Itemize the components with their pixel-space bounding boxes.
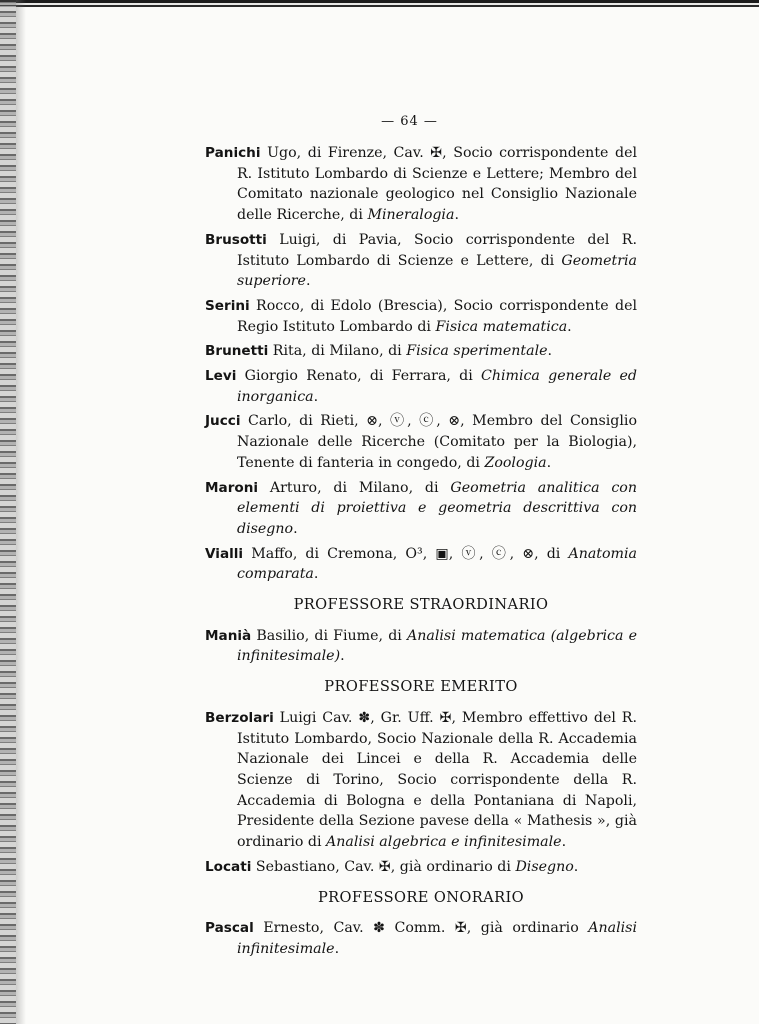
- faculty-name: Vialli: [205, 545, 244, 562]
- faculty-name: Panichi: [205, 145, 261, 161]
- faculty-entry: [205, 478, 637, 540]
- faculty-name: Brunetti: [205, 343, 269, 360]
- faculty-entry: [205, 626, 637, 667]
- faculty-description: Rita, di Milano, di: [268, 343, 407, 360]
- faculty-entry: [205, 366, 637, 407]
- entry-end: .: [547, 343, 553, 360]
- entry-end: .: [454, 207, 459, 224]
- faculty-name: Serini: [205, 297, 250, 314]
- entry-end: .: [305, 273, 311, 290]
- faculty-subject: Analisi infinitesimale: [237, 920, 637, 957]
- faculty-entry: [205, 143, 637, 226]
- faculty-subject: Anatomia comparata: [237, 545, 637, 583]
- faculty-name: Maroni: [205, 479, 259, 496]
- faculty-name: Pascal: [205, 920, 254, 937]
- faculty-subject: Analisi matematica (algebrica e infinitesimale): [237, 627, 638, 665]
- faculty-description: Giorgio Renato, di Ferrara, di: [236, 368, 481, 385]
- faculty-subject: Zoologia: [484, 454, 547, 471]
- faculty-list: [205, 143, 637, 964]
- entry-end: .: [293, 520, 298, 537]
- faculty-description: Maffo, di Cremona, O³, ▣, ⓥ, ⓒ, ⊗, di: [243, 545, 569, 562]
- entry-end: .: [313, 388, 319, 405]
- faculty-subject: Analisi algebrica e infinitesimale: [326, 834, 562, 851]
- faculty-description: Basilio, di Fiume, di: [251, 627, 407, 644]
- faculty-entry: [205, 411, 637, 473]
- faculty-entry: [205, 341, 637, 362]
- faculty-description: Carlo, di Rieti, ⊗, ⓥ, ⓒ, ⊗, Membro del Consiglio Nazionale delle Ricerche (Comitato per la Biologia), Tenente di fanteria in congedo, di: [237, 413, 637, 471]
- faculty-entry: [205, 857, 637, 878]
- faculty-entry: [205, 230, 637, 292]
- scanned-page-edge: [0, 0, 16, 1024]
- faculty-entry: [205, 918, 637, 959]
- faculty-subject: Geometria superiore: [237, 252, 637, 290]
- page-shadow: [16, 0, 26, 1024]
- honorary-professors-list: [205, 918, 637, 959]
- faculty-name: Jucci: [205, 413, 241, 430]
- page-number: — 64 —: [381, 114, 438, 129]
- entry-end: .: [313, 566, 319, 583]
- faculty-description: Rocco, di Edolo (Brescia), Socio corrispondente del Regio Istituto Lombardo di: [237, 297, 637, 335]
- faculty-name: Manià: [205, 627, 252, 644]
- top-border-rule: [0, 0, 759, 9]
- faculty-subject: Mineralogia: [367, 207, 455, 224]
- entry-end: .: [573, 858, 579, 875]
- faculty-description: Sebastiano, Cav. ✠, già ordinario di: [251, 858, 516, 875]
- entry-end: .: [334, 940, 340, 957]
- faculty-subject: Fisica matematica: [435, 318, 568, 335]
- extraordinary-professors-list: [205, 626, 637, 667]
- faculty-name: Berzolari: [205, 709, 274, 726]
- faculty-description: Luigi, di Pavia, Socio corrispondente del R. Istituto Lombardo di Scienze e Lettere, di: [237, 231, 637, 269]
- entry-end: .: [567, 318, 572, 335]
- heading-professore-straordinario: PROFESSORE STRAORDINARIO: [293, 596, 549, 614]
- faculty-entry: [205, 544, 637, 585]
- faculty-description: Arturo, di Milano, di: [258, 479, 451, 496]
- faculty-description: Ernesto, Cav. ✽ Comm. ✠, già ordinario: [253, 920, 589, 937]
- faculty-subject: Disegno: [515, 858, 574, 875]
- faculty-entry: [205, 708, 637, 853]
- heading-professore-emerito: PROFESSORE EMERITO: [324, 678, 518, 696]
- heading-professore-onorario: PROFESSORE ONORARIO: [317, 888, 525, 906]
- emeritus-professors-list: [205, 708, 637, 878]
- entry-end: .: [546, 454, 552, 471]
- faculty-name: Locati: [205, 858, 252, 875]
- entry-end: .: [561, 834, 567, 851]
- faculty-subject: Chimica generale ed inorganica: [237, 368, 637, 405]
- faculty-entry: [205, 296, 637, 337]
- faculty-subject: Geometria analitica con elementi di proiettiva e geometria descrittiva con disegno: [237, 479, 637, 537]
- ordinary-professors-list: [205, 143, 637, 585]
- entry-end: .: [340, 648, 345, 665]
- faculty-name: Levi: [205, 368, 237, 385]
- faculty-name: Brusotti: [205, 231, 267, 248]
- faculty-subject: Fisica sperimentale: [406, 343, 548, 360]
- faculty-description: Luigi Cav. ✽, Gr. Uff. ✠, Membro effettivo del R. Istituto Lombardo, Socio Nazionale della R. Accademia Nazionale dei Lincei e della R. Accademia delle Scienze di Torino, Socio corrispondente della R. Accademia di Bologna e della Pontaniana di Napoli, Presidente della Sezione pavese della « Mathesis », già ordinario di: [237, 709, 637, 851]
- faculty-description: Ugo, di Firenze, Cav. ✠, Socio corrispondente del R. Istituto Lombardo di Scienze e Lettere; Membro del Comitato nazionale geologico nel Consiglio Nazionale delle Ricerche, di: [237, 145, 637, 224]
